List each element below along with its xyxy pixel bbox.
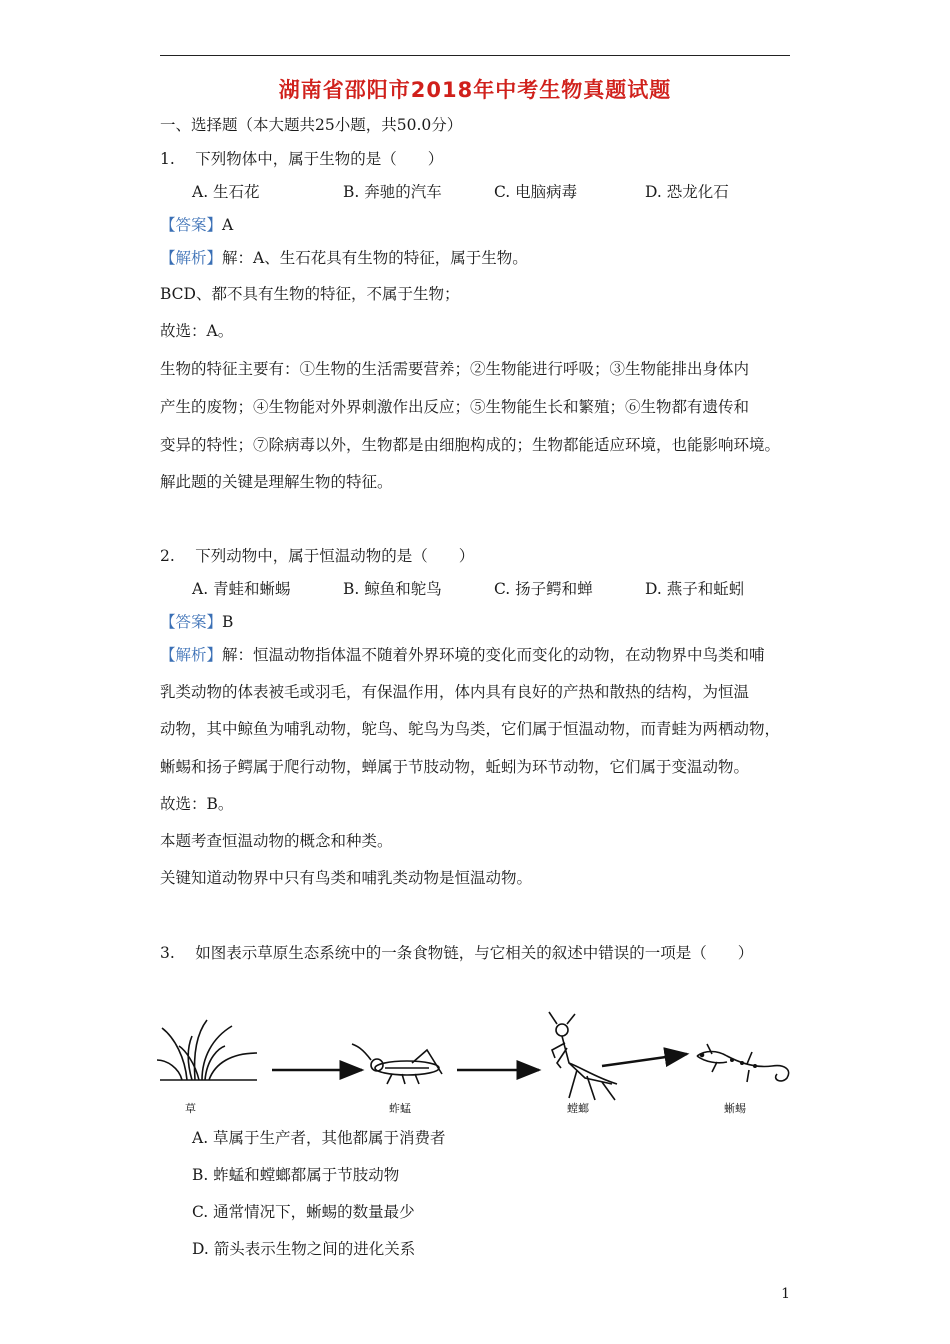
answer-tag: 【答案】: [160, 216, 223, 234]
q2-option-a: A. 青蛙和蜥蜴: [192, 580, 291, 598]
q1-option-d: D. 恐龙化石: [645, 183, 729, 201]
label-lizard: 蜥蜴: [724, 1102, 746, 1115]
mantis-icon: [549, 1012, 617, 1100]
q1-option-c: C. 电脑病毒: [494, 183, 578, 201]
q1-analysis-line: 变异的特性；⑦除病毒以外，生物都是由细胞构成的；生物都能适应环境，也能影响环境。: [160, 436, 781, 454]
q2-analysis-line: 动物，其中鲸鱼为哺乳动物，鸵鸟、鸵鸟为鸟类，它们属于恒温动物，而青蛙为两栖动物，: [160, 720, 781, 738]
q2-analysis-text: 解：恒温动物指体温不随着外界环境的变化而变化的动物，在动物界中鸟类和哺: [222, 646, 765, 664]
q1-option-a: A. 生石花: [192, 183, 260, 201]
q2-answer: [160, 611, 233, 633]
label-grasshopper: 蚱蜢: [389, 1102, 411, 1115]
q3-stem: 3. 如图表示草原生态系统中的一条食物链，与它相关的叙述中错误的一项是（ ）: [160, 944, 754, 962]
q2-analysis-line: 关键知道动物界中只有鸟类和哺乳类动物是恒温动物。: [160, 869, 533, 887]
grasshopper-icon: [352, 1044, 442, 1084]
q1-analysis-line: 解此题的关键是理解生物的特征。: [160, 473, 393, 491]
q3-option-b: B. 蚱蜢和螳螂都属于节肢动物: [192, 1166, 400, 1184]
q2-analysis-line: 故选：B。: [160, 795, 234, 813]
answer-tag: 【答案】: [160, 613, 223, 631]
q3-option-c: C. 通常情况下，蜥蜴的数量最少: [192, 1203, 415, 1221]
q2-analysis-line: [160, 644, 765, 666]
q3-option-a: A. 草属于生产者，其他都属于消费者: [192, 1129, 446, 1147]
q3-option-d: D. 箭头表示生物之间的进化关系: [192, 1240, 416, 1258]
section-heading: 一、选择题（本大题共25小题，共50.0分）: [160, 116, 463, 134]
q2-analysis-line: 乳类动物的体表被毛或羽毛，有保温作用，体内具有良好的产热和散热的结构，为恒温: [160, 683, 750, 701]
page-number: 1: [781, 1286, 790, 1302]
q1-stem: 1. 下列物体中，属于生物的是（ ）: [160, 150, 444, 168]
grass-icon: [157, 1020, 257, 1080]
q2-analysis-line: 蜥蜴和扬子鳄属于爬行动物，蝉属于节肢动物，蚯蚓为环节动物，它们属于变温动物。: [160, 758, 750, 776]
analysis-tag: 【解析】: [160, 249, 223, 267]
q2-answer-value: B: [222, 613, 234, 631]
arrow-3: [602, 1054, 687, 1066]
q1-option-b: B. 奔驰的汽车: [343, 183, 442, 201]
q2-option-c: C. 扬子鳄和蝉: [494, 580, 593, 598]
label-mantis: 螳螂: [567, 1102, 589, 1115]
q1-analysis-text: 解：A、生石花具有生物的特征，属于生物。: [222, 249, 528, 267]
q1-answer: [160, 214, 233, 236]
q2-option-d: D. 燕子和蚯蚓: [645, 580, 745, 598]
q1-analysis-line: 产生的废物；④生物能对外界刺激作出反应；⑤生物能生长和繁殖；⑥生物都有遗传和: [160, 398, 750, 416]
q1-answer-value: A: [222, 216, 234, 234]
analysis-tag: 【解析】: [160, 646, 223, 664]
page-title: 湖南省邵阳市2018年中考生物真题试题: [278, 78, 672, 102]
label-grass: 草: [185, 1102, 196, 1115]
q1-analysis-line: [160, 247, 528, 269]
q2-stem: 2. 下列动物中，属于恒温动物的是（ ）: [160, 547, 475, 565]
q1-analysis-line: 故选：A。: [160, 322, 234, 340]
food-chain-figure: [157, 1008, 807, 1118]
food-chain-diagram: [157, 1008, 807, 1118]
lizard-icon: [697, 1044, 789, 1082]
header-rule: [160, 55, 790, 56]
q1-analysis-line: BCD、都不具有生物的特征，不属于生物；: [160, 285, 460, 303]
q2-analysis-line: 本题考查恒温动物的概念和种类。: [160, 832, 393, 850]
q2-option-b: B. 鲸鱼和鸵鸟: [343, 580, 442, 598]
q1-analysis-line: 生物的特征主要有：①生物的生活需要营养；②生物能进行呼吸；③生物能排出身体内: [160, 360, 750, 378]
